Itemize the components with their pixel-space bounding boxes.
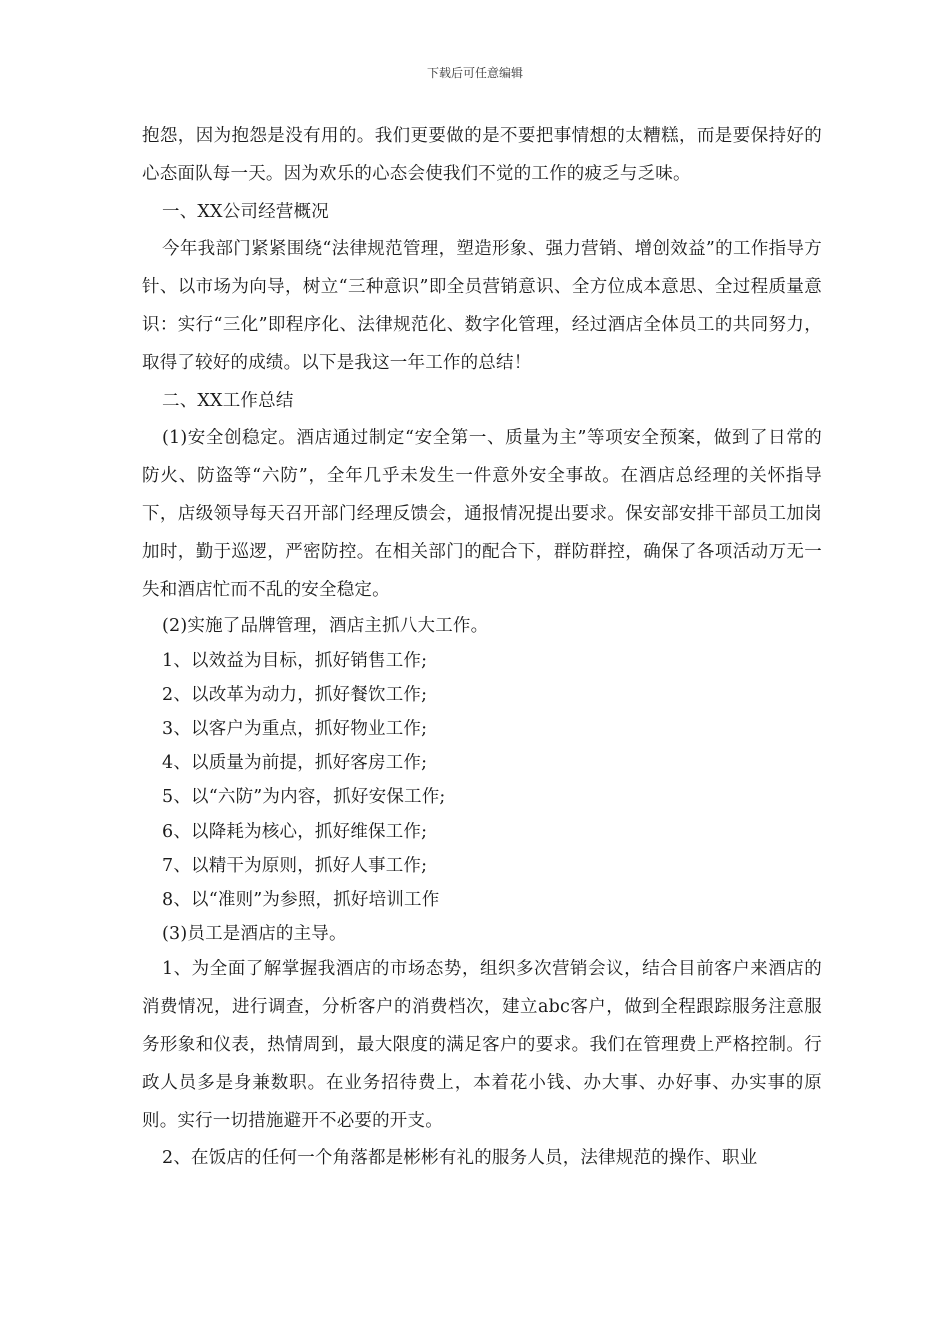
section-heading-summary: 二、XX工作总结 bbox=[162, 390, 294, 411]
list-item: 1、以效益为目标，抓好销售工作; bbox=[162, 650, 428, 671]
list-item: 4、以质量为前提，抓好客房工作; bbox=[162, 753, 428, 774]
paragraph-intro: 抱怨，因为抱怨是没有用的。我们更要做的是不要把事情想的太糟糕，而是要保持好的心态面队每一天。因为欢乐的心态会使我们不觉的工作的疲乏与乏味。 bbox=[142, 126, 822, 184]
list-item: 3、以客户为重点，抓好物业工作; bbox=[162, 718, 428, 739]
list-item: 8、以“准则”为参照，抓好培训工作 bbox=[162, 889, 440, 910]
list-item: 2、以改革为动力，抓好餐饮工作; bbox=[162, 684, 428, 705]
paragraph-marketing: 1、为全面了解掌握我酒店的市场态势，组织多次营销会议，结合目前客户来酒店的消费情况，进行调查，分析客户的消费档次，建立abc客户，做到全程跟踪服务注意服务形象和仪表，热情周到，最大限度的满足客户的要求。我们在管理费上严格控制。行政人员多是身兼数职。在业务招待费上，本着花小钱、办大事、办好事、办实事的原则。实行一切措施避开不必要的开支。 bbox=[142, 959, 822, 1131]
list-item: 7、以精干为原则，抓好人事工作; bbox=[162, 855, 428, 876]
paragraph-overview: 今年我部门紧紧围绕“法律规范管理，塑造形象、强力营销、增创效益”的工作指导方针、以市场为向导，树立“三种意识”即全员营销意识、全方位成本意思、全过程质量意识：实行“三化”即程序化、法律规范化、数字化管理，经过酒店全体员工的共同努力，取得了较好的成绩。以下是我这一年工作的总结！ bbox=[142, 239, 822, 373]
paragraph-brand-management: (2)实施了品牌管理，酒店主抓八大工作。 bbox=[162, 616, 489, 637]
section-heading-overview: 一、XX公司经营概况 bbox=[162, 201, 329, 222]
paragraph-service: 2、在饭店的任何一个角落都是彬彬有礼的服务人员，法律规范的操作、职业 bbox=[162, 1148, 758, 1169]
list-item: 5、以“六防”为内容，抓好安保工作; bbox=[162, 787, 446, 808]
paragraph-safety: (1)安全创稳定。酒店通过制定“安全第一、质量为主”等项安全预案，做到了日常的防火、防盗等“六防”，全年几乎未发生一件意外安全事故。在酒店总经理的关怀指导下，店级领导每天召开部门经理反馈会，通报情况提出要求。保安部安排干部员工加岗加时，勤于巡逻，严密防控。在相关部门的配合下，群防群控，确保了各项活动万无一失和酒店忙而不乱的安全稳定。 bbox=[142, 428, 822, 600]
document-body bbox=[142, 118, 822, 1178]
paragraph-staff-heading: (3)员工是酒店的主导。 bbox=[162, 924, 347, 945]
list-item: 6、以降耗为核心，抓好维保工作; bbox=[162, 821, 428, 842]
page-header-note: 下载后可任意编辑 bbox=[426, 66, 523, 80]
